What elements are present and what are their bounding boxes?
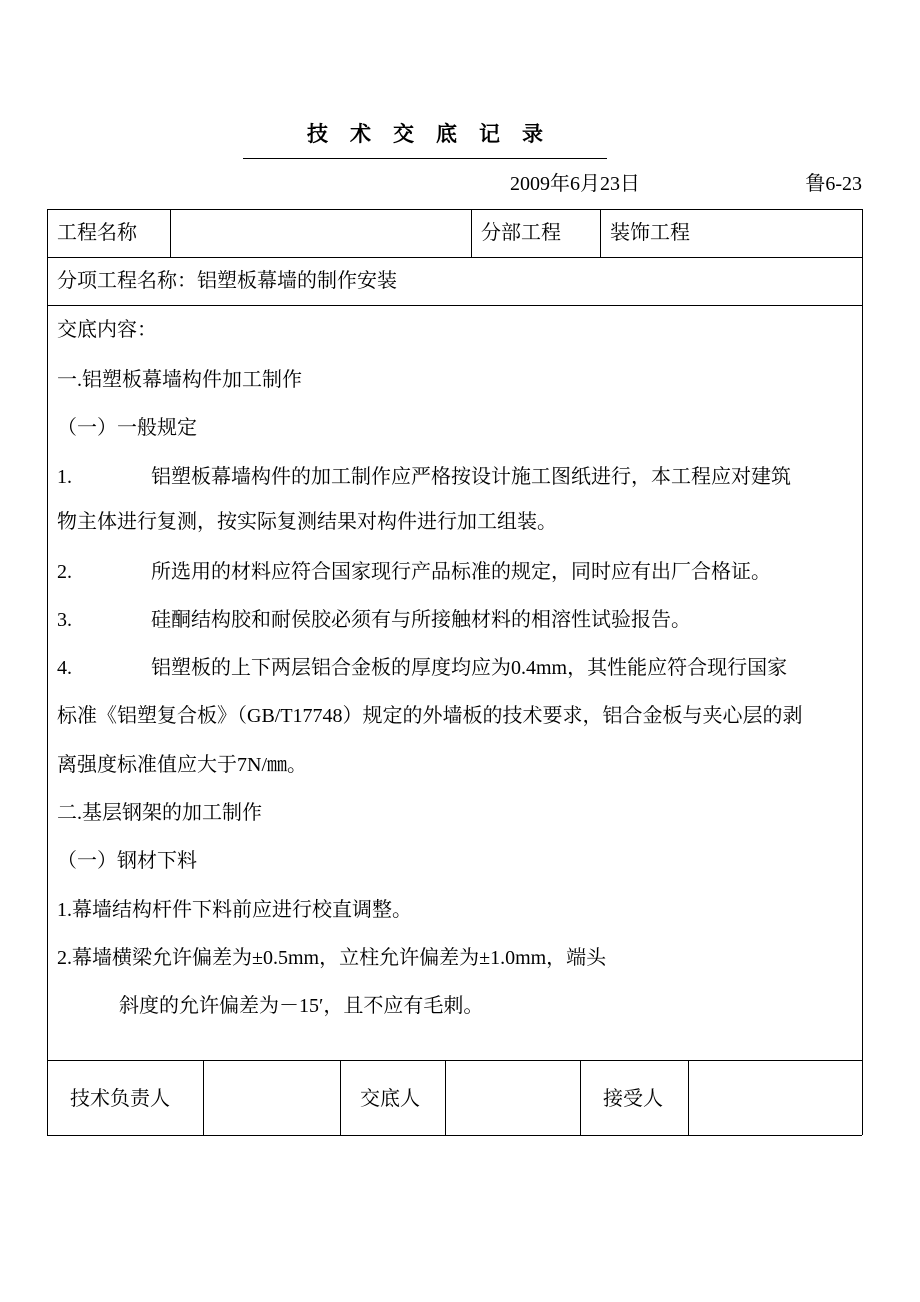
content-line <box>57 510 557 534</box>
content-line <box>57 898 412 922</box>
division-label: 分部工程 <box>481 222 561 244</box>
content-line <box>57 753 307 777</box>
division-value: 装饰工程 <box>610 222 690 244</box>
content-line <box>119 994 483 1018</box>
line-text: 2.幕墙横梁允许偏差为±0.5mm，立柱允许偏差为±1.0mm，端头 <box>57 947 607 969</box>
title-underline <box>243 158 607 159</box>
content-line <box>57 368 302 392</box>
tech-lead-label: 技术负责人 <box>70 1088 170 1110</box>
line-text: 硅酮结构胶和耐侯胶必须有与所接触材料的相溶性试验报告。 <box>151 609 691 631</box>
line-text: （一）钢材下料 <box>57 850 197 872</box>
document-title: 技术交底记录 <box>307 122 565 146</box>
line-text: 铝塑板幕墙构件的加工制作应严格按设计施工图纸进行，本工程应对建筑 <box>151 466 791 488</box>
document-date: 2009年6月23日 <box>510 173 640 195</box>
line-text: 离强度标准值应大于7N/㎜。 <box>57 754 307 776</box>
item-number: 4. <box>57 657 72 679</box>
subitem-name: 分项工程名称：铝塑板幕墙的制作安装 <box>57 270 397 292</box>
content-line <box>57 560 771 584</box>
line-text: 铝塑板的上下两层铝合金板的厚度均应为0.4mm，其性能应符合现行国家 <box>151 657 788 679</box>
item-number: 2. <box>57 561 72 583</box>
content-line <box>57 656 787 680</box>
content-line <box>57 704 803 728</box>
presenter-label: 交底人 <box>360 1088 420 1110</box>
content-line <box>57 946 606 970</box>
line-text: 斜度的允许偏差为－15′，且不应有毛刺。 <box>119 995 484 1017</box>
item-number: 1. <box>57 466 72 488</box>
content-label: 交底内容： <box>57 319 157 341</box>
content-line <box>57 608 691 632</box>
content-line <box>57 465 791 489</box>
content-line <box>57 416 197 440</box>
line-text: 物主体进行复测，按实际复测结果对构件进行加工组装。 <box>57 511 557 533</box>
line-text: 一.铝塑板幕墙构件加工制作 <box>57 369 302 391</box>
content-line <box>57 849 197 873</box>
content-line <box>57 801 262 825</box>
receiver-label: 接受人 <box>603 1088 663 1110</box>
line-text: 二.基层钢架的加工制作 <box>57 802 262 824</box>
line-text: （一）一般规定 <box>57 417 197 439</box>
line-text: 1.幕墙结构杆件下料前应进行校直调整。 <box>57 899 412 921</box>
line-text: 标准《铝塑复合板》（GB/T17748）规定的外墙板的技术要求，铝合金板与夹心层的剥 <box>57 705 803 727</box>
line-text: 所选用的材料应符合国家现行产品标准的规定，同时应有出厂合格证。 <box>151 561 771 583</box>
item-number: 3. <box>57 609 72 631</box>
form-code: 鲁6-23 <box>805 173 862 195</box>
project-name-label: 工程名称 <box>57 222 137 244</box>
